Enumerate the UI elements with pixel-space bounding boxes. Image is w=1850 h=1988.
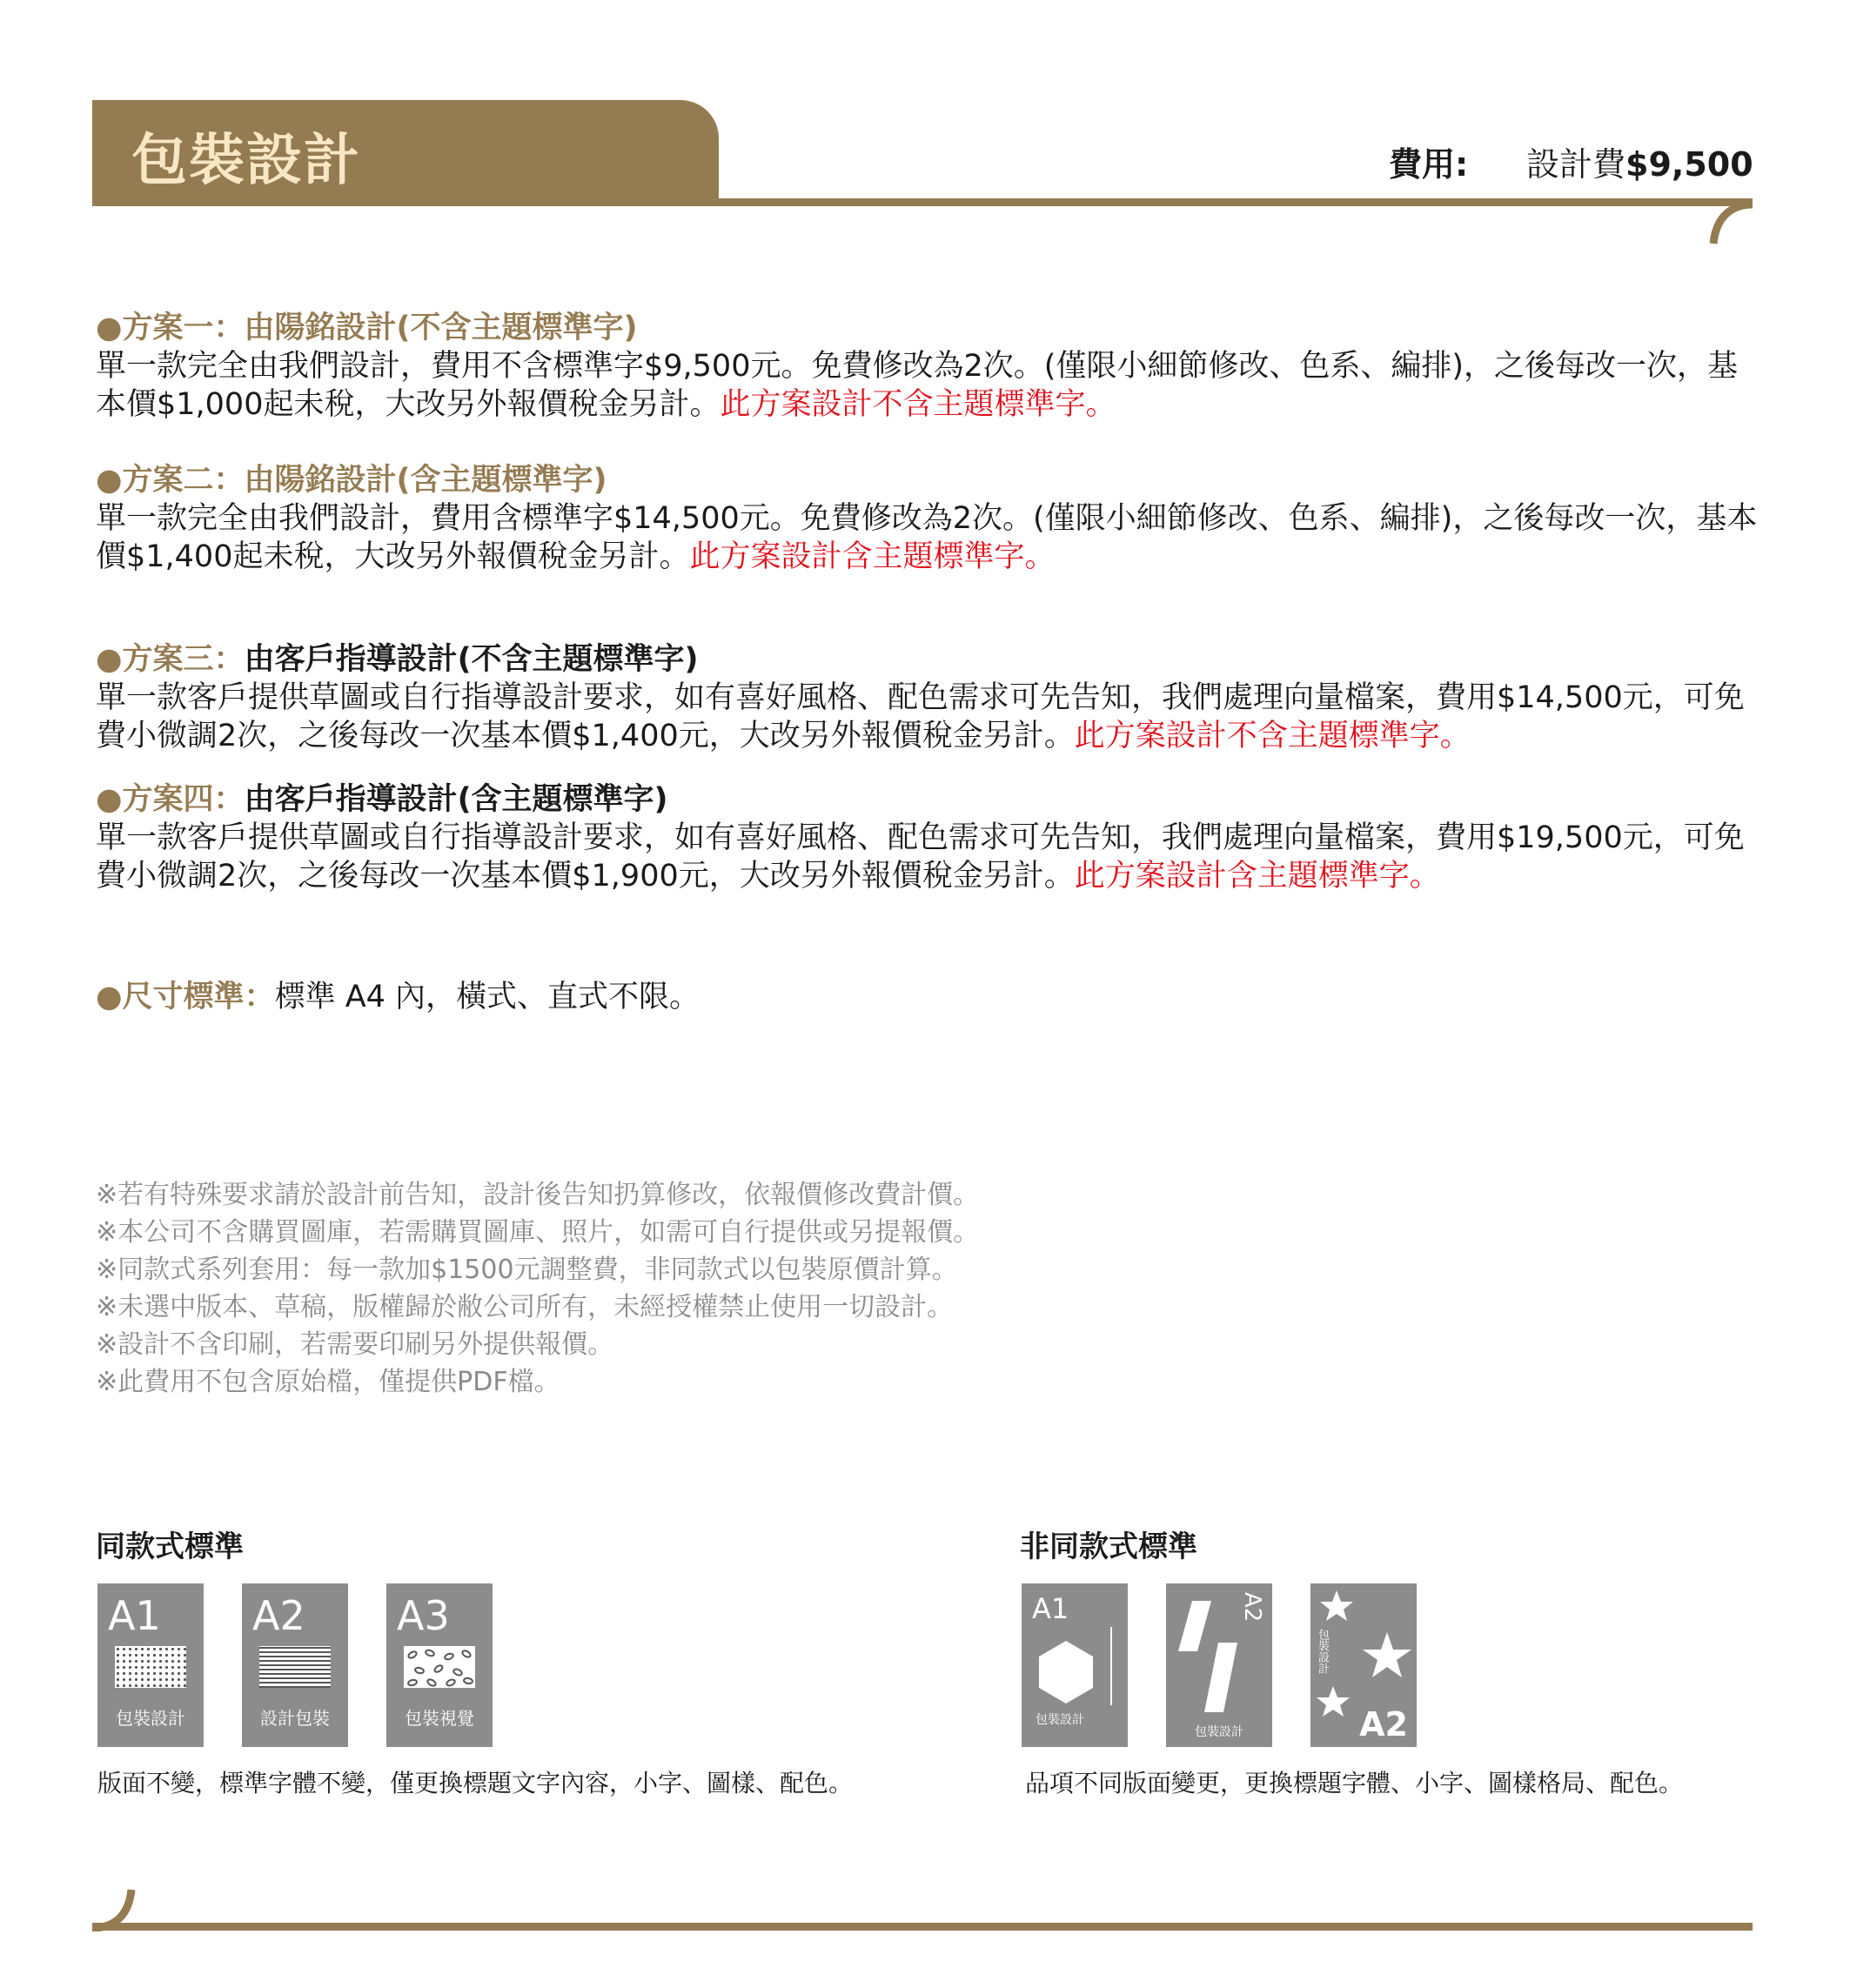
plan-3-body	[96, 679, 1758, 755]
footer-divider	[92, 1923, 1753, 1931]
plan-4-name-detail: 由客戶指導設計(含主題標準字)	[244, 782, 668, 817]
plan-4-note: 此方案設計含主題標準字。	[1074, 859, 1440, 894]
page-title: 包裝設計	[131, 129, 361, 193]
plan-2-text: 單一款完全由我們設計，費用含標準字$14,500元。免費修改為2次。(僅限小細節修改、色系、編排)，之後每改一次，基本價$1,400起未稅，大改另外報價稅金另計。	[96, 501, 1758, 574]
hexagon-icon	[1036, 1637, 1096, 1707]
plan-3-note: 此方案設計不含主題標準字。	[1074, 719, 1471, 753]
bullet-icon: ●	[96, 980, 123, 1014]
fee-label: 費用:	[1389, 145, 1469, 184]
plan-3-head	[96, 640, 1758, 679]
title-tab	[92, 100, 719, 200]
plan-2	[96, 461, 1758, 576]
note-item: ※設計不含印刷，若需要印刷另外提供報價。	[96, 1329, 614, 1360]
plan-1-note: 此方案設計不含主題標準字。	[720, 387, 1116, 422]
plan-1	[96, 309, 1758, 424]
size-standard	[96, 978, 1758, 1016]
plan-3	[96, 640, 1758, 755]
plan-1-name: 方案一：由陽銘設計(不含主題標準字)	[122, 311, 638, 345]
diff-style-card-a2	[1166, 1583, 1272, 1747]
note-item: ※本公司不含購買圖庫，若需購買圖庫、照片，如需可自行提供或另提報價。	[96, 1217, 980, 1248]
same-style-card-a1	[97, 1583, 204, 1747]
divider-line	[1110, 1627, 1112, 1705]
plan-4-head	[96, 780, 1758, 819]
ovals-pattern-icon	[404, 1646, 475, 1688]
plan-4-text: 單一款客戶提供草圖或自行指導設計要求，如有喜好風格、配色需求可先告知，我們處理向量檔案，費用$19,500元，可免費小微調2次，之後每改一次基本價$1,900元，大改另外報價稅金另計。	[96, 820, 1745, 894]
same-style-card-a3	[386, 1583, 493, 1747]
plan-1-text: 單一款完全由我們設計，費用不含標準字$9,500元。免費修改為2次。(僅限小細節修改、色系、編排)，之後每改一次，基本價$1,000起未稅，大改另外報價稅金另計。	[96, 349, 1739, 422]
diff-style-caption: 品項不同版面變更，更換標題字體、小字、圖樣格局、配色。	[1025, 1769, 1684, 1797]
card-label: A2	[1238, 1591, 1265, 1623]
card-label: A2	[252, 1592, 305, 1639]
same-style-caption: 版面不變，標準字體不變，僅更換標題文字內容，小字、圖樣、配色。	[97, 1769, 854, 1797]
plan-1-head	[96, 309, 1758, 347]
bullet-icon: ●	[96, 642, 123, 677]
card-label: A1	[1032, 1592, 1069, 1625]
header-corner-curve-icon	[1709, 202, 1753, 245]
note-item: ※同款式系列套用：每一款加$1500元調整費，非同款式以包裝原價計算。	[96, 1255, 958, 1285]
dots-pattern-icon	[115, 1646, 186, 1688]
header-divider	[92, 198, 1753, 206]
note-item: ※未選中版本、草稿，版權歸於敝公司所有，未經授權禁止使用一切設計。	[96, 1292, 954, 1322]
size-standard-line	[96, 978, 1758, 1016]
fee-value	[1526, 137, 1753, 185]
diff-style-title: 非同款式標準	[1020, 1529, 1197, 1564]
card-foot: 包裝視覺	[405, 1708, 474, 1729]
card-foot: 設計包裝	[260, 1708, 330, 1729]
card-foot: 包裝設計	[1036, 1713, 1084, 1727]
notes-list	[96, 1176, 979, 1401]
size-label: 尺寸標準：	[122, 980, 275, 1014]
plan-3-text: 單一款客戶提供草圖或自行指導設計要求，如有喜好風格、配色需求可先告知，我們處理向量檔案，費用$14,500元，可免費小微調2次，之後每改一次基本價$1,400元，大改另外報價稅金另計。	[96, 680, 1745, 753]
plan-3-name-detail: 由客戶指導設計(不含主題標準字)	[244, 642, 699, 677]
plan-4	[96, 780, 1758, 895]
plan-2-body	[96, 499, 1758, 576]
note-item: ※若有特殊要求請於設計前告知，設計後告知扔算修改，依報價修改費計價。	[96, 1180, 980, 1210]
same-style-title: 同款式標準	[96, 1529, 244, 1564]
card-label: A1	[108, 1592, 161, 1639]
card-label: A2	[1359, 1705, 1408, 1744]
plan-2-name: 方案二：由陽銘設計(含主題標準字)	[122, 463, 607, 498]
diff-style-card-a1	[1022, 1583, 1128, 1747]
fee-value-amount: $9,500	[1625, 145, 1753, 184]
plan-3-name: 方案三：	[122, 642, 245, 677]
plan-4-name: 方案四：	[122, 782, 245, 817]
note-item: ※此費用不包含原始檔，僅提供PDF檔。	[96, 1367, 560, 1397]
bullet-icon: ●	[96, 463, 123, 498]
card-foot: 包裝設計	[1195, 1725, 1243, 1739]
bullet-icon: ●	[96, 782, 123, 817]
plan-2-head	[96, 461, 1758, 499]
plan-4-body	[96, 819, 1758, 895]
plan-2-note: 此方案設計含主題標準字。	[689, 539, 1056, 574]
card-foot: 包裝設計	[1316, 1629, 1329, 1674]
bullet-icon: ●	[96, 311, 123, 345]
size-value: 標準 A4 內，橫式、直式不限。	[274, 980, 700, 1014]
fee-value-prefix: 設計費	[1526, 145, 1626, 184]
card-label: A3	[397, 1592, 450, 1639]
lines-pattern-icon	[259, 1646, 331, 1688]
diff-style-card-a3	[1310, 1583, 1417, 1747]
same-style-card-a2	[242, 1583, 348, 1747]
plan-1-body	[96, 347, 1758, 424]
card-foot: 包裝設計	[116, 1708, 185, 1729]
